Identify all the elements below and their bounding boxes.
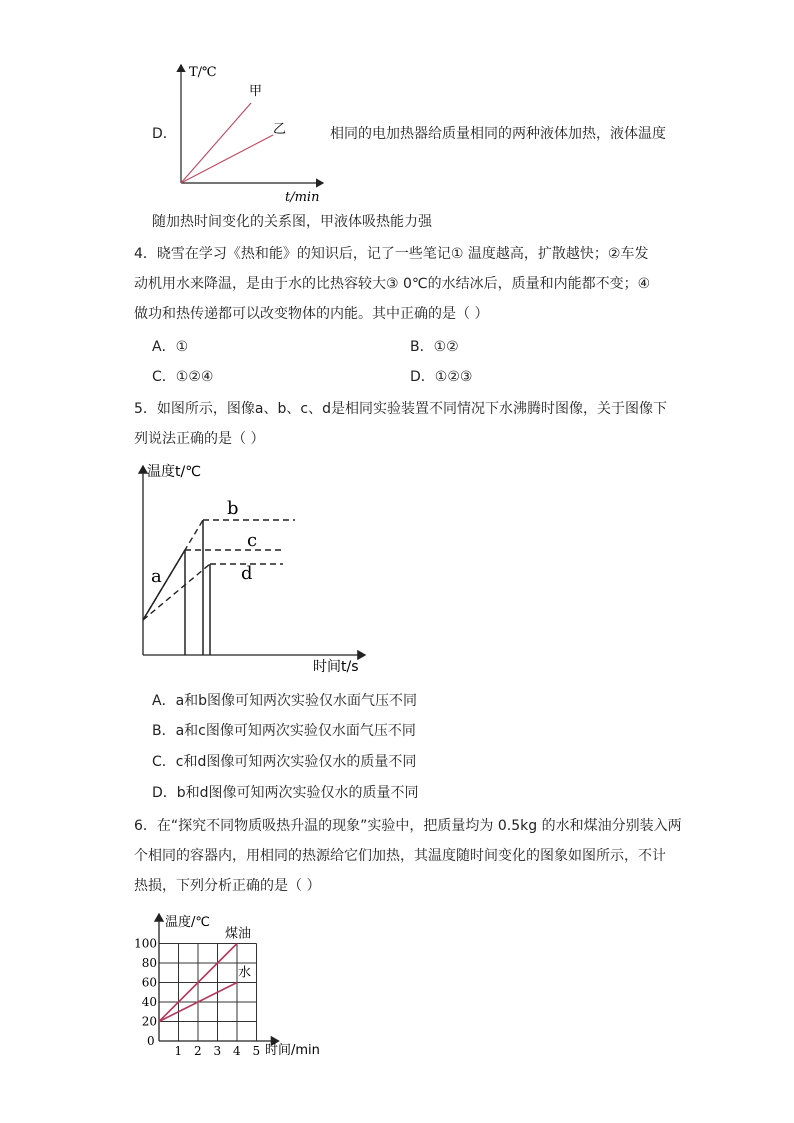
q3-x-axis-label: t/min (285, 190, 320, 205)
q5-option-b[interactable]: B．a和c图像可知两次实验仅水面气压不同 (152, 723, 416, 739)
q5-y-axis-label: 温度t/℃ (147, 464, 201, 480)
q3-y-axis-label: T/℃ (189, 65, 217, 80)
q3-label-jia: 甲 (249, 84, 263, 99)
q3-label-yi: 乙 (273, 122, 287, 137)
q6-x-tick-label: 0 (147, 1034, 155, 1048)
q6-stem-line-1: 6．在“探究不同物质吸热升温的现象”实验中，把质量均为 0.5kg 的水和煤油分别装入两 (134, 818, 682, 834)
q5-label-c: c (247, 530, 258, 551)
q6-temperature-chart (125, 908, 335, 1063)
q4-option-b[interactable]: B．①② (410, 339, 459, 355)
q6-y-tick-label: 80 (141, 956, 157, 970)
q5-option-d[interactable]: D．b和d图像可知两次实验仅水的质量不同 (152, 785, 419, 801)
q6-y-axis-label: 温度/℃ (165, 915, 210, 930)
q3-line-jia (181, 103, 251, 183)
q6-series-label-kerosene: 煤油 (225, 926, 252, 942)
q5-label-a: a (151, 566, 162, 587)
q3-temperature-graph (165, 55, 335, 205)
q4-stem-line-3: 做功和热传递都可以改变物体的内能。其中正确的是（ ） (134, 306, 489, 322)
q6-y-tick-label: 60 (141, 975, 157, 990)
q5-stem-line-2: 列说法正确的是（ ） (134, 431, 265, 447)
q6-y-tick-label: 20 (141, 1014, 157, 1029)
q6-y-tick-label: 40 (141, 995, 157, 1009)
q3-option-d-text-cont: 随加热时间变化的关系图，甲液体吸热能力强 (152, 214, 432, 230)
q4-option-d[interactable]: D．①②③ (410, 369, 473, 385)
q5-stem-line-1: 5．如图所示，图像a、b、c、d是相同实验装置不同情况下水沸腾时图像，关于图像下 (134, 401, 667, 417)
q5-boiling-graph (135, 458, 375, 678)
q6-grid (159, 944, 257, 1042)
q3-option-d-label: D． (152, 126, 177, 142)
q6-stem-line-3: 热损，下列分析正确的是（ ） (134, 878, 321, 894)
q6-y-tick-label: 100 (134, 936, 157, 951)
q4-stem-line-2: 动机用水来降温，是由于水的比热容较大③ 0℃的水结冰后，质量和内能都不变；④ (134, 276, 651, 292)
q5-x-axis-label: 时间t/s (313, 659, 359, 675)
q3-line-yi (181, 135, 273, 183)
q6-x-tick-label: 2 (194, 1044, 202, 1058)
q4-stem-line-1: 4．晓雪在学习《热和能》的知识后，记了一些笔记① 温度越高，扩散越快；②车发 (134, 246, 649, 262)
q6-x-axis-label: 时间/min (265, 1043, 320, 1058)
q4-option-a[interactable]: A．① (152, 339, 189, 355)
q6-x-tick-label: 4 (233, 1044, 241, 1058)
q5-label-b: b (227, 498, 239, 519)
q5-option-a[interactable]: A．a和b图像可知两次实验仅水面气压不同 (152, 693, 418, 709)
q6-x-tick-label: 1 (174, 1044, 183, 1058)
q6-stem-line-2: 个相同的容器内，用相同的热源给它们加热，其温度随时间变化的图象如图所示，不计 (134, 848, 666, 864)
q6-x-tick-label: 5 (252, 1044, 261, 1058)
q6-tick-labels (134, 937, 260, 1059)
q3-option-d-text: 相同的电加热器给质量相同的两种液体加热，液体温度 (330, 126, 666, 142)
q6-series-label-water: 水 (238, 965, 252, 981)
q6-x-tick-label: 3 (213, 1044, 222, 1058)
q4-option-c[interactable]: C．①②④ (152, 369, 214, 385)
q5-option-c[interactable]: C．c和d图像可知两次实验仅水的质量不同 (152, 754, 417, 770)
q5-label-d: d (241, 563, 253, 584)
